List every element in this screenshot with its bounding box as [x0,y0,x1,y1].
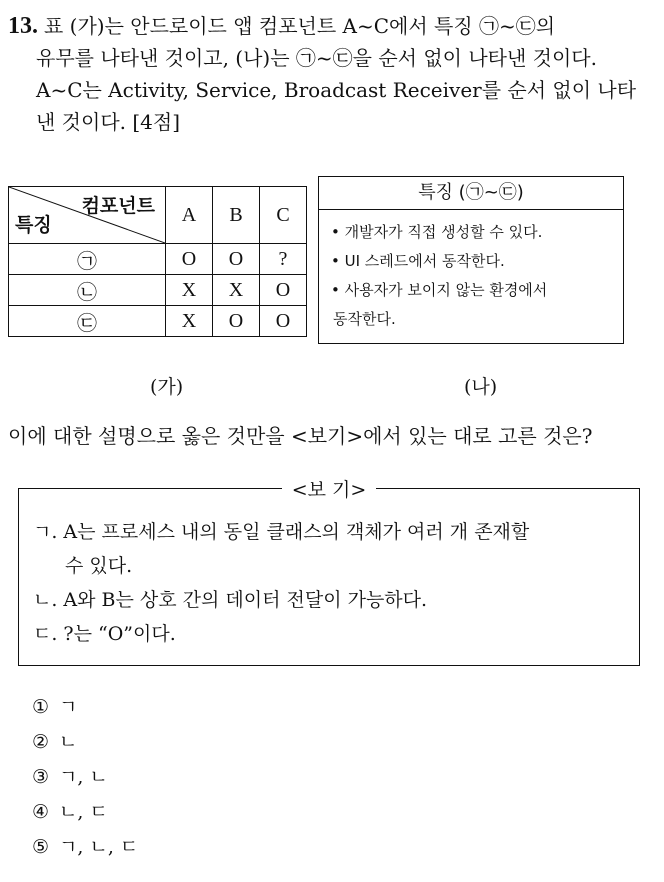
bogi-item-c: ㄷ. ?는 “O”이다. [33,623,176,645]
table-row [9,306,307,337]
bogi-item-b: ㄴ. A와 B는 상호 간의 데이터 전달이 가능하다. [33,589,428,611]
bogi-title-wrap [19,475,639,502]
answer-choices [32,690,138,865]
choice-text: ㄱ, ㄴ, ㄷ [59,836,139,858]
list-item: • 사용자가 보이지 않는 환경에서 [331,281,548,299]
question-stem [8,10,658,138]
table-corner-component: 컴포넌트 [81,195,155,217]
bogi-items [33,515,529,651]
bogi-item-a-continued: 수 있다. [65,555,133,577]
table-col-b: B [213,187,260,244]
bogi-box [18,479,640,666]
table-cell: O [260,275,307,306]
table-row-label: ㉡ [9,275,166,306]
feature-table [8,186,307,337]
table-cell: O [213,244,260,275]
question-prompt: 이에 대한 설명으로 옳은 것만을 <보기>에서 있는 대로 고른 것은? [8,424,593,448]
choice-2[interactable] [32,725,138,760]
table-row [9,275,307,306]
question-line-1 [8,10,658,42]
table-cell: O [213,306,260,337]
choice-number: ⑤ [32,836,50,858]
feature-list [319,210,623,334]
question-number: 13. [8,13,38,39]
table-cell: X [213,275,260,306]
table-col-c: C [260,187,307,244]
feature-list-title: 특징 (㉠~㉢) [319,177,623,210]
choice-text: ㄱ [59,696,78,718]
choice-number: ③ [32,766,50,788]
list-item: • 개발자가 직접 생성할 수 있다. [331,223,543,241]
table-col-a: A [166,187,213,244]
table-corner-feature: 특징 [15,214,52,236]
list-item: • UI 스레드에서 동작한다. [331,252,505,270]
caption-na: (나) [464,376,498,398]
choice-number: ④ [32,801,50,823]
choice-text: ㄱ, ㄴ [59,766,108,788]
question-text-1: 표 (가)는 안드로이드 앱 컴포넌트 A~C에서 특징 ㉠~㉢의 [44,14,556,38]
choice-4[interactable] [32,795,138,830]
choice-1[interactable] [32,690,138,725]
question-line-3: A~C는 Activity, Service, Broadcast Receiver를 순서 없이 나타 [36,78,637,102]
question-line-4: 낸 것이다. [4점] [36,110,181,134]
table-corner-cell [9,187,166,244]
choice-5[interactable] [32,830,138,865]
caption-ga: (가) [150,376,184,398]
choice-text: ㄴ, ㄷ [59,801,108,823]
choice-number: ② [32,731,50,753]
table-row-label: ㉠ [9,244,166,275]
list-item-continued: 동작한다. [333,310,396,328]
choice-number: ① [32,696,50,718]
question-line-2: 유무를 나타낸 것이고, (나)는 ㉠~㉢을 순서 없이 나타낸 것이다. [36,46,597,70]
table-row [9,244,307,275]
table-cell: O [166,244,213,275]
table-row-label: ㉢ [9,306,166,337]
table-cell: ? [260,244,307,275]
bogi-title: <보 기> [282,479,377,501]
table-cell: X [166,275,213,306]
table-cell: O [260,306,307,337]
table-header-row [9,187,307,244]
choice-text: ㄴ [59,731,78,753]
table-cell: X [166,306,213,337]
choice-3[interactable] [32,760,138,795]
feature-list-box [318,176,624,344]
bogi-item-a: ㄱ. A는 프로세스 내의 동일 클래스의 객체가 여러 개 존재할 [33,521,530,543]
